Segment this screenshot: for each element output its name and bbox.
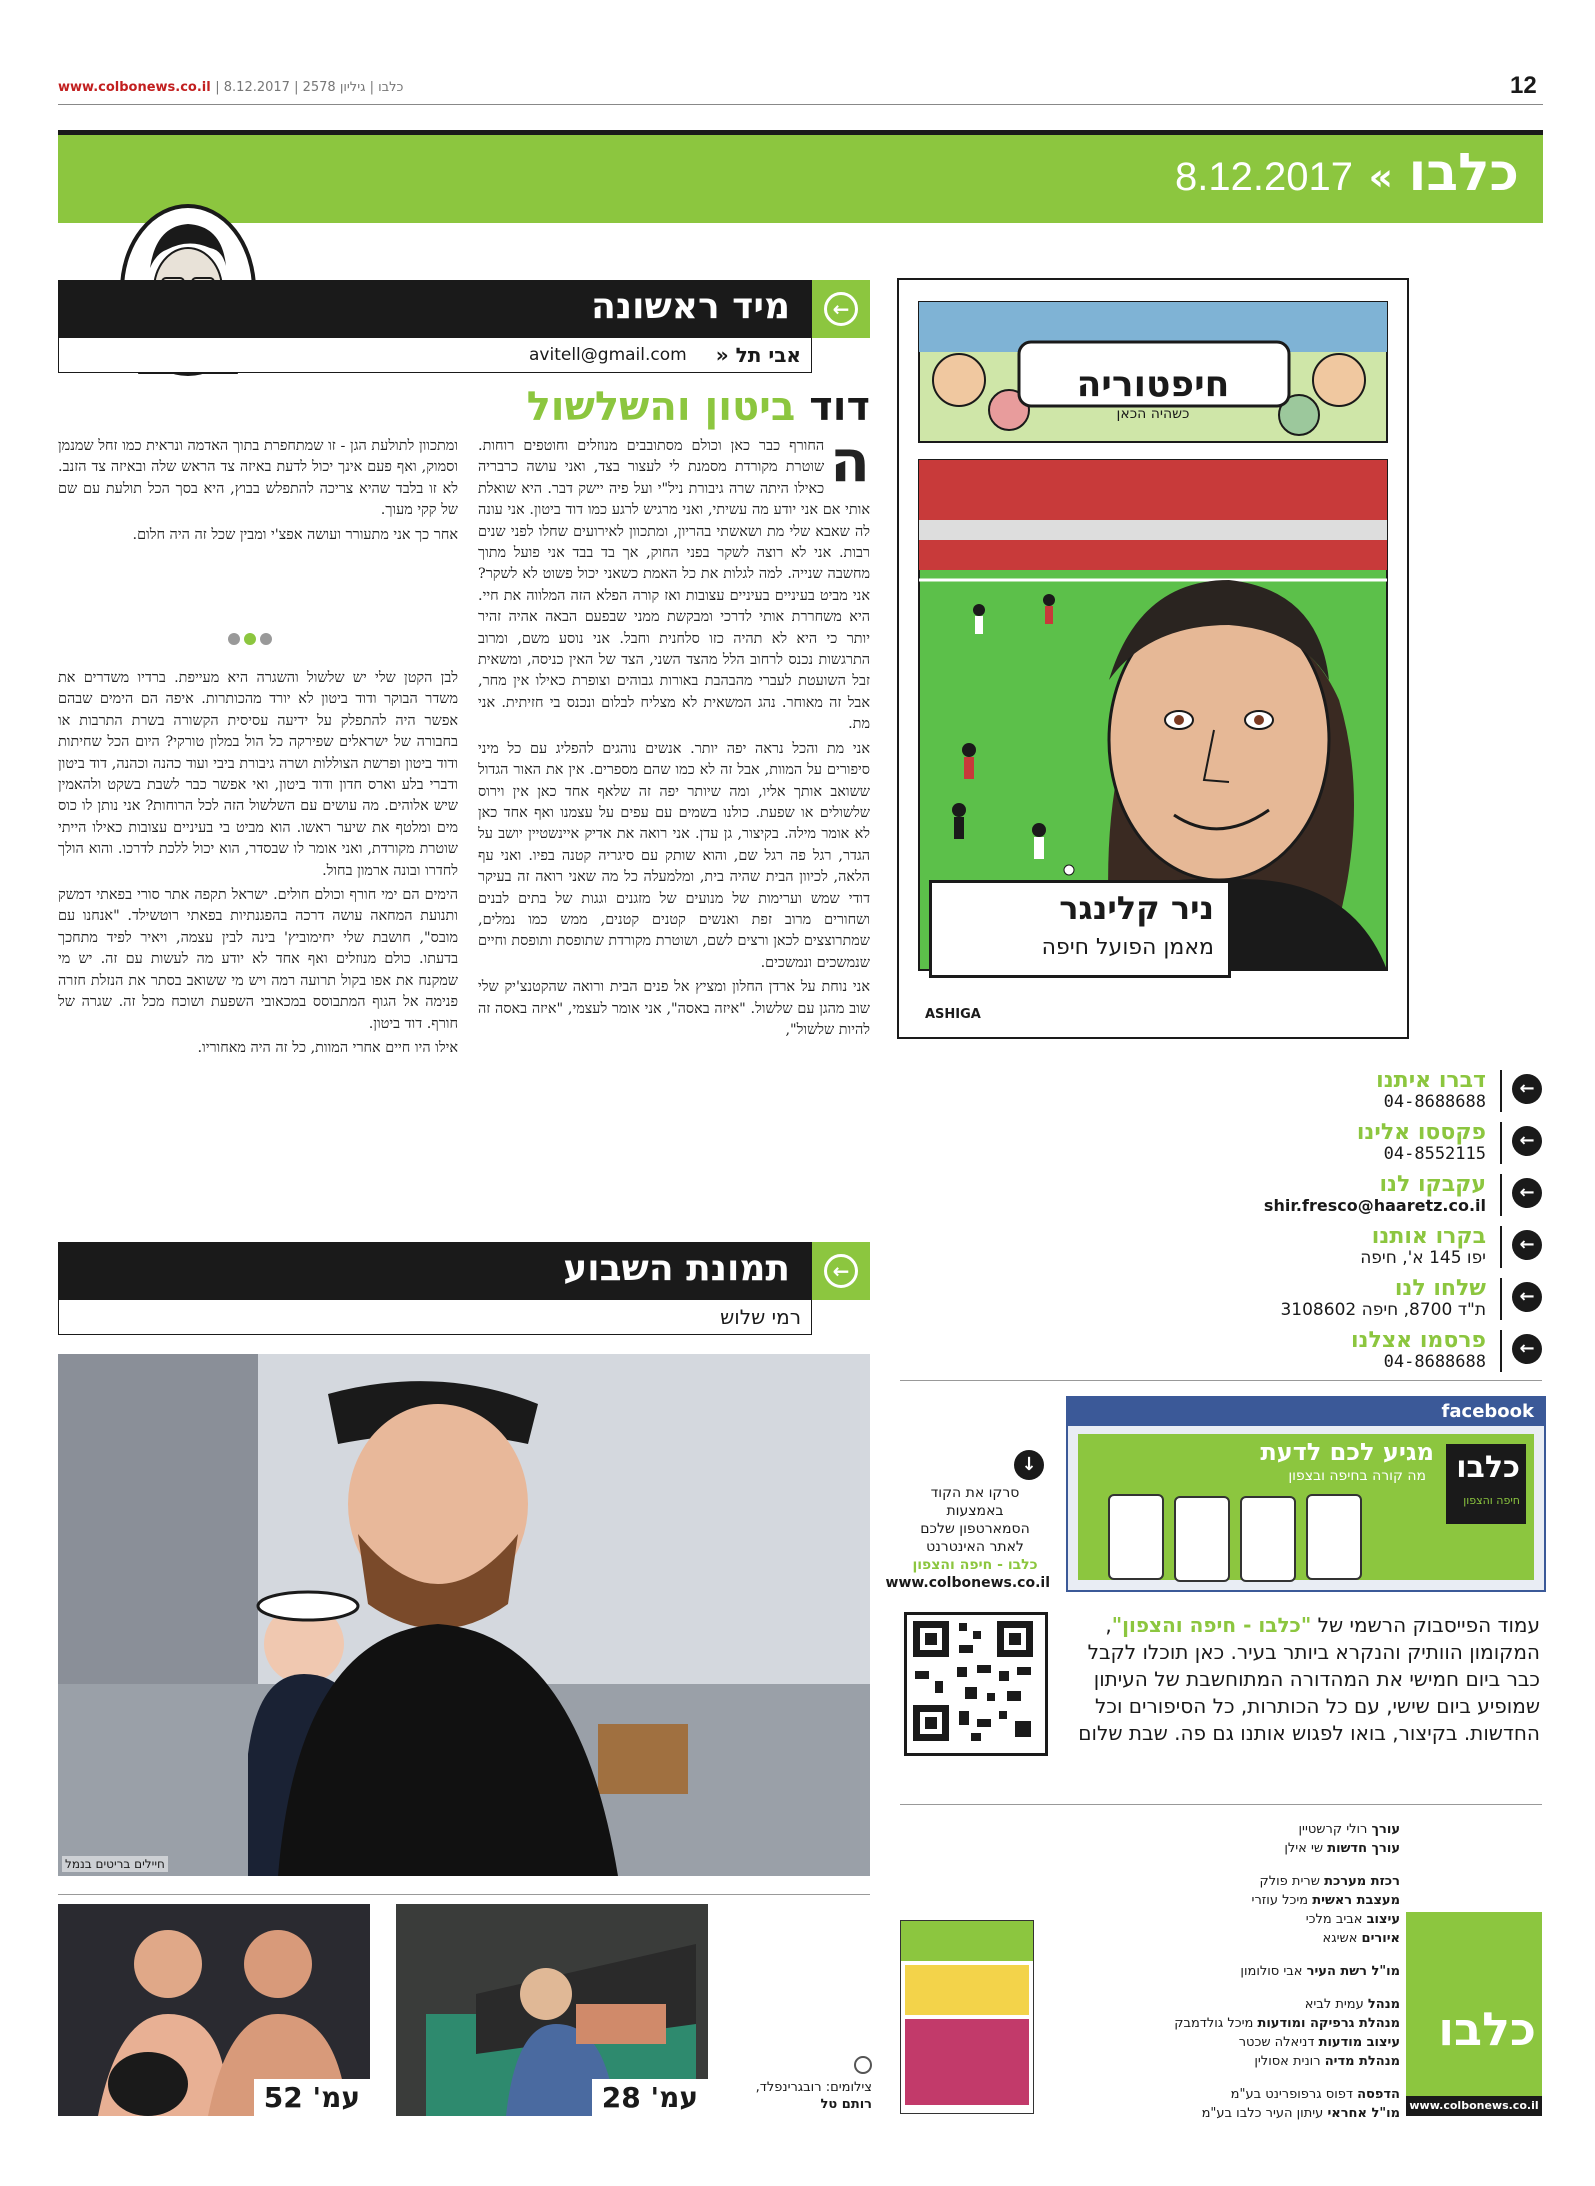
promo-divider [900, 1804, 1542, 1805]
staff-row: מו"ל רשת העיר אבי סולומון [1240, 1964, 1400, 1979]
contact-row-phone[interactable] [1048, 1066, 1542, 1116]
article-column-left-top [58, 436, 458, 614]
banner-date: 8.12.2017 [1175, 155, 1353, 199]
column-arrow-box[interactable] [812, 280, 870, 338]
phone-mockup [1240, 1496, 1296, 1582]
facebook-brand: facebook [1441, 1401, 1534, 1422]
cartoon-title: חיפטוריה [1076, 364, 1230, 405]
header-meta: | כלבו | גיליון 2578 | 8.12.2017 [215, 80, 404, 95]
dot-icon [228, 633, 240, 645]
contact-label: בקרו אותנו [1371, 1224, 1486, 1249]
contact-row-advertise[interactable] [1048, 1326, 1542, 1376]
thumb-masthead [901, 1921, 1033, 1961]
contact-value[interactable]: ת"ד 8700, חיפה 3108602 [1280, 1300, 1486, 1320]
article-paragraph: הימים הם ימי חורף וכולם חולים. ישראל תקפה אתר סורי בפאתי דמשק ותנועת המחאה עושה דרכה בהפגנתיות בפאתי רוטשילד. "אנחנו עם מובס", חושבת שלי יחימוביץ' בינה לבין עצמה, ויאיר לפיד מתחכך בדעתו. כולם מנוזלים ואף אחד לא יודע מה לעשות עם זה. יש מי שמקנח את אפו בקול תרועה רמה ויש מי ששואב בסתר את הנזלת חזרה פנימה אל הגוף המתבוסס במכאובי השפעת ושוכח מכל זה. שגרה של חורף. דוד ביטון. [58, 887, 458, 1032]
article-column-left-bottom [58, 668, 458, 1224]
scan-line: הסמארטפון שלכם [920, 1521, 1030, 1537]
scan-url[interactable]: www.colbonews.co.il [885, 1575, 1050, 1591]
article-paragraph: אני נוחת על ארדן החלון ומציץ אל פנים הבית ורואה שהקטנצ'יק שלי שוב מהגן עם שלשול. "איזה באסה", אני אומר לעצמי, "איזה באסה זה להיות שלשול", [478, 979, 870, 1038]
arrow-left-icon: ← [1512, 1230, 1542, 1260]
headline-green: ביטון והשלשול [526, 384, 796, 430]
scan-line: לאתר האינטרנט [926, 1539, 1024, 1555]
banner-title: כלבו [1408, 143, 1519, 203]
staff-gap [1100, 1948, 1400, 1962]
arrow-left-icon: ← [1512, 1334, 1542, 1364]
staff-row: מנהלת גרפיקה ומודעות מיכל גולדמבק [1174, 2016, 1400, 2031]
photo-credits-side [722, 2056, 872, 2113]
thumb-photo-block [905, 2019, 1029, 2105]
facebook-logo-sub: חיפה והצפון [1463, 1494, 1520, 1507]
footer-logo: כלבו [1438, 2002, 1536, 2056]
staff-row: מעצבת ראשית מיכל עוזרי [1251, 1893, 1400, 1908]
facebook-desc-rest: , המקומון הוותיק והנקרא ביותר בעיר. כאן תוכלו לקבל כבר ביום חמישי את המהדורה המתוחשבת של העיתון שמופיע ביום שישי, עם כל הכותרות, כל הסיפורים וכל החדשות. בקיצור, בואו לפגוש אותנו גם פה. שבת שלום [1078, 1613, 1540, 1745]
footer-url[interactable]: www.colbonews.co.il [1406, 2096, 1542, 2116]
staff-gap [1100, 2071, 1400, 2085]
staff-row: מנהלת מדיה רונית אסולין [1254, 2054, 1400, 2069]
facebook-promo[interactable] [1066, 1396, 1546, 1592]
photo-arrow-box[interactable] [812, 1242, 870, 1300]
staff-row: הדפסה דפוס גרפופרינט בע"מ [1230, 2087, 1400, 2102]
contact-label: עקבקו לנו [1379, 1172, 1486, 1197]
photo-byline-bar [58, 1300, 812, 1335]
column-byline-bar [58, 338, 812, 373]
contact-row-mail[interactable] [1048, 1274, 1542, 1324]
staff-row: רכזת מערכת שרית פולק [1259, 1874, 1400, 1889]
arrow-left-icon: ← [1512, 1126, 1542, 1156]
teaser-right-page: עמ' 28 [601, 2081, 698, 2114]
column-author: אבי תל [735, 343, 801, 367]
column-title: מיד ראשונה [591, 286, 790, 327]
article-column-right [478, 436, 870, 1220]
credit-line: רותם טל [820, 2097, 872, 2112]
contact-divider [1500, 1122, 1502, 1164]
contact-value[interactable]: 04-8552115 [1383, 1144, 1486, 1164]
arrow-left-icon: ← [1512, 1282, 1542, 1312]
column-headline [430, 384, 870, 430]
facebook-green-panel [1078, 1434, 1534, 1580]
staff-row: עורך רולי קרשטיין [1298, 1822, 1400, 1837]
contact-value[interactable]: shir.fresco@haaretz.co.il [1263, 1196, 1486, 1215]
section-break-dots [226, 630, 286, 646]
contact-divider [1500, 1070, 1502, 1112]
drop-cap: ה [830, 436, 870, 495]
contact-label: פרסמו אצלנו [1350, 1328, 1486, 1353]
column-header [58, 280, 870, 338]
cartoon-name: ניר קלינגר [1059, 889, 1214, 927]
staff-row: עיצוב אביב מלכי [1305, 1912, 1400, 1927]
cartoon-subtitle: כשהיה הכאן [1116, 406, 1190, 422]
download-arrow-icon: ↓ [1014, 1450, 1044, 1480]
scan-instructions [885, 1484, 1050, 1592]
arrow-left-icon: ← [1512, 1074, 1542, 1104]
header-url[interactable] [58, 80, 403, 95]
facebook-headline: מגיע לכם לדעת [1260, 1438, 1434, 1466]
qr-pattern [907, 1615, 1039, 1747]
camera-icon [854, 2056, 872, 2074]
dot-icon [244, 633, 256, 645]
contact-divider [1500, 1278, 1502, 1320]
staff-row: איורים אשיגא [1322, 1931, 1400, 1946]
header-url-text[interactable]: www.colbonews.co.il [58, 80, 211, 95]
teaser-right-label [592, 2079, 708, 2116]
photo-illustration [58, 1354, 870, 1876]
photo-of-week[interactable] [58, 1354, 870, 1876]
contact-label: פקססו אלינו [1356, 1120, 1486, 1145]
article-paragraph [478, 436, 870, 736]
scan-line: סרקו את הקוד [930, 1485, 1020, 1501]
photo-section-title: תמונת השבוע [563, 1248, 790, 1289]
article-paragraph: אחר כך אני מתעורר ועושה אפצ'י ומבין שכל זה היה חלום. [132, 526, 458, 543]
phone-mockup [1108, 1494, 1164, 1580]
phone-mockup [1174, 1496, 1230, 1582]
contact-label: דברו איתנו [1376, 1068, 1486, 1093]
cartoon-signature: ASHIGA [925, 1007, 981, 1022]
dot-icon [260, 633, 272, 645]
cartoon-role: מאמן הפועל חיפה [1041, 935, 1214, 960]
contact-value[interactable]: 04-8688688 [1383, 1352, 1486, 1372]
facebook-bar [1068, 1398, 1544, 1426]
facebook-logo-box [1446, 1444, 1526, 1524]
column-email[interactable]: avitell@gmail.com [529, 345, 687, 365]
staff-row: עורך חדשות שי אילן [1284, 1841, 1400, 1856]
facebook-desc-highlight: "כלבו - חיפה והצפון" [1111, 1613, 1312, 1637]
contact-divider [1500, 1174, 1502, 1216]
contact-label: שלחו לנו [1394, 1276, 1486, 1301]
article-paragraph: אילו היו חיים אחרי המוות, כל זה היה מאחוריו. [197, 1039, 458, 1056]
contact-divider [1500, 1226, 1502, 1268]
contact-row-email[interactable] [1048, 1170, 1542, 1220]
arrow-left-icon: ← [1512, 1178, 1542, 1208]
footer-logo-box [1406, 1912, 1542, 2116]
teaser-left[interactable] [58, 1904, 370, 2116]
section-banner [58, 130, 1543, 223]
article-paragraph: ומתכוון לתולעת הגן - זו שמתחפרת בתוך האדמה ונראית כמו זחל שמנמן וסמוק, ואף פעם אינך יכול לדעת באיזה צד הראש שלה ובאיזה צד הזנב. לא זו בלבד שהיא צריכה להתפלש בבוץ, היא בסך הכל תולעת עם שם של קקי מעוך. [58, 438, 458, 519]
arrow-left-icon: ← [824, 1254, 858, 1288]
credit-line: צילומים: רובגרינפלד, [755, 2080, 872, 2095]
qr-code[interactable] [904, 1612, 1048, 1756]
staff-list [1100, 1820, 1400, 2123]
staff-row: מו"ל אחראי עיתון העיר כלבו בע"מ [1201, 2106, 1400, 2121]
phone-mockup [1306, 1494, 1362, 1580]
column-author-wrap [716, 343, 801, 367]
contact-divider [1500, 1330, 1502, 1372]
cartoon-name-card [929, 880, 1231, 978]
caricature-panel [897, 278, 1409, 1039]
staff-gap [1100, 1981, 1400, 1995]
photo-divider [58, 1894, 870, 1895]
arrow-left-icon: ← [824, 292, 858, 326]
byline-chevron-icon: « [715, 343, 729, 367]
staff-row: עיצוב מודעות דניאלה שכטר [1238, 2035, 1400, 2050]
article-paragraph-text: החורף כבר כאן וכולם מסתובבים מנוזלים וחוטפים רוחות. שוטרת מקורדת מסמנת לי לעצור בצד, ואני עושה כרבריה כאילו היתה שרה גיבורת ניל"י ועל פיה יישק דבר. היא שואלת אותי אם אני יודע מה עשיתי, ואני מרגיש לרגע כמו דוד ביטון. אני עונה לה שאבא שלי מת ושאשתי בהריון, ומתכוון לאירועים שחלו לפני שנים רבות. אני לא רוצה לשקר בפני החוק, אך בד בבד אני פועל מתוך מחשבה שנייה. למה לגלות את כל האמת כשאני יכול פשוט לא לשקר? אני מביט בעיניים בעיניים עצובות ואז קורה הפלא הזה המלווה את חיי. היא משחררת אותי לדרכי ומבקשת ממני שבפעם הבאה אהיה זהיר יותר כי היא לא תהיה כזו סלחנית וחבל. אני נוסע משם, ומרוב התרגשות נכנס לרחוב הלל מהצד השני, הצד של האין כניסה, ומשאית זבל השועטת לעברי מהבהבת באורות גבוהים וצופרת כאילו אין מחר, אבל זה מאוחר. נהג המשאית לא מצליח לבלום ונכנס בי חזיתית. אני מת. [478, 438, 870, 733]
headline-plain: דוד [809, 384, 870, 430]
teaser-left-label [254, 2079, 370, 2116]
facebook-logo: כלבו [1456, 1450, 1520, 1485]
article-paragraph: לבן הקטן שלי יש שלשול והשגרה היא מעייפת. ברדיו משדרים את משדר הבוקר ודוד ביטון לא יורד מהכותרות. איפה הם הימים שבהם אפשר היה להתפלק על ידיעה עסיסית הקשורה בשרת התרבות או בחבורה של ישראלים שפירקה כל הול במלון טורקי? היום הכל שחיתות ודוד ביטון ופרשת הצוללות ושרה גיבורת ביבי ועוד כהנה וכהנה, דוד ביטון ודברי בלע וארס חדון ודוד ביטון, ואי אפשר כבר לשבת בשקט ולהאמין שיש אלוהים. מה עושים עם השלשול הזה לכל הרוחות? אני נותן לו כוס מים ומלטף את שיער ראשו. הוא מביט בי בעיניים עצובות כאילו הייתי שוטרת מקורדת, ואני אומר לו שבסדר, הוא יכול ללכת לדרכו. והוא הולך לחדרו ובונה ארמון בחול. [58, 670, 458, 879]
scan-line: באמצעות [946, 1503, 1004, 1519]
photo-credit: רמי שלוש [720, 1305, 801, 1329]
staff-gap [1100, 1858, 1400, 1872]
contact-value[interactable]: יפו 145 א', חיפה [1360, 1248, 1486, 1268]
page-number: 12 [1510, 72, 1537, 99]
staff-row: מנהל עמית לביא [1304, 1997, 1400, 2012]
newspaper-cover-thumbnail[interactable] [900, 1920, 1034, 2114]
facebook-desc-prefix: עמוד הפייסבוק הרשמי של [1311, 1613, 1540, 1637]
photo-caption: חיילים בריטים בנמל [62, 1856, 168, 1872]
photo-section-header [58, 1242, 870, 1300]
article-paragraph: אני מת והכל נראה יפה יותר. אנשים נוהגים להפליג עם כל מיני סיפורים על המוות, אבל זה לא כמו שהם מספרים. אין את האור הגדול ששואב אותך אליו, ומה שיותר יפה זה שלאף אחד כאן אין וירוס שלשולים או שפעת. כולנו בשמים עם עפים על עצמנו ואף אחד כאן לא אומר מילה. בקיצור, גן עדן. אני רואה את אדיק איינשטיין יושב על הגדר, רגל פה רגל שם, והוא שותק עם סיגריה קטנה בפיו. ואני עף הלאה, לכיוון הבית שהיה בית, ומלמעלה כל מה שאני רואה זה בעיקר דודי שמש וערימות של מנועים של מזגנים וגגות של בתים לבנים ושחורים מרוב זפת ואנשים קטנים קטנים, ממש כמו נמלים, שמתרוצצים לכאן ורצים לשם, ושוטרת מקורדת שתופסת ותופסת וחיים שנמשכים ונמשכים. [478, 740, 870, 971]
contacts-divider [900, 1380, 1542, 1381]
contact-row-address[interactable] [1048, 1222, 1542, 1272]
thumb-ad-block [905, 1965, 1029, 2015]
contact-row-fax[interactable] [1048, 1118, 1542, 1168]
facebook-subhead: מה קורה בחיפה ובצפון [1288, 1468, 1426, 1484]
teaser-right[interactable] [396, 1904, 708, 2116]
teaser-left-page: עמ' 52 [263, 2081, 360, 2114]
scan-brand: כלבו - חיפה והצפון [912, 1557, 1038, 1573]
facebook-description [1050, 1612, 1540, 1747]
top-divider [58, 104, 1543, 105]
contact-value[interactable]: 04-8688688 [1383, 1092, 1486, 1112]
double-chevron-icon: « [1368, 155, 1393, 199]
